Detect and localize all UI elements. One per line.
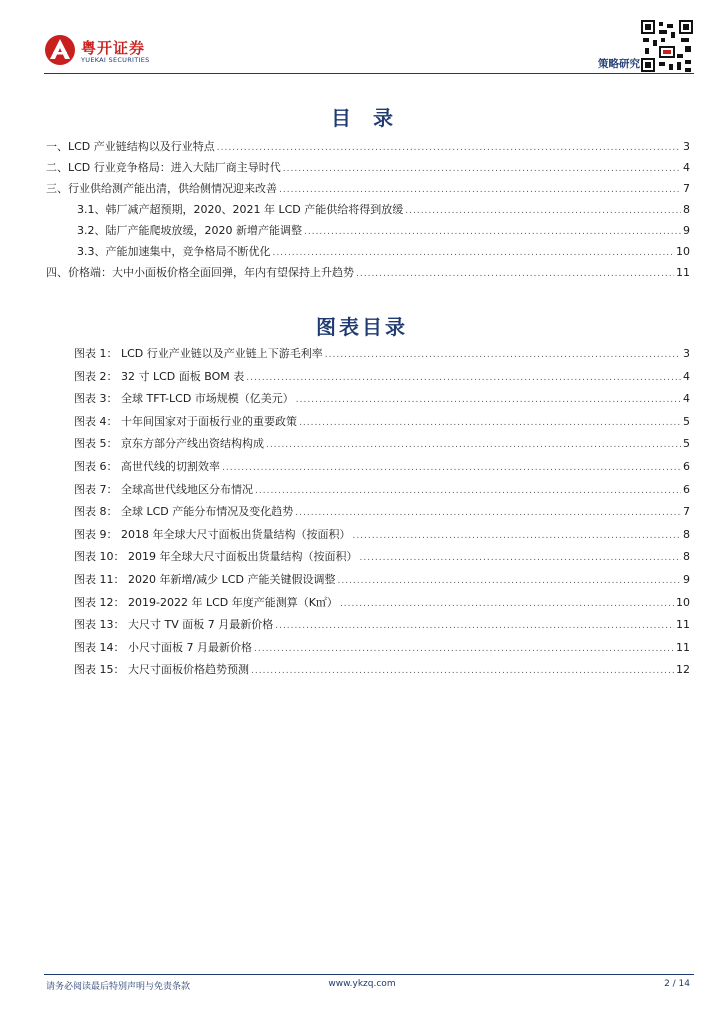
figure-item-label: 图表 14： 小尺寸面板 7 月最新价格	[74, 640, 252, 654]
footer-disclaimer-link[interactable]: 请务必阅读最后特别声明与免责条款	[46, 982, 191, 992]
figure-item[interactable]	[46, 616, 690, 639]
toc-item-label: 3.1、韩厂减产超预期，2020、2021 年 LCD 产能供给将得到放缓	[77, 203, 404, 216]
figure-item-page: 6	[683, 459, 690, 473]
figure-item[interactable]	[46, 661, 690, 684]
figure-item-page: 6	[683, 482, 690, 496]
toc-item-label: 三、行业供给测产能出清，供给侧情况迎来改善	[46, 182, 277, 195]
page-number: 2 / 14	[664, 979, 690, 989]
figure-item[interactable]	[46, 368, 690, 391]
page-header	[0, 0, 724, 80]
figure-item-label: 图表 7： 全球高世代线地区分布情况	[74, 482, 253, 496]
figure-item[interactable]	[46, 548, 690, 571]
leader-dots	[337, 576, 681, 586]
figure-item[interactable]	[46, 345, 690, 368]
footer-divider	[44, 974, 694, 975]
figure-item[interactable]	[46, 458, 690, 481]
toc-item-label: 3.3、产能加速集中，竞争格局不断优化	[77, 245, 271, 258]
report-category: 策略研究	[598, 58, 640, 70]
figure-item-page: 3	[683, 347, 690, 360]
logo-emblem-icon	[44, 34, 76, 66]
figure-item-label: 图表 10： 2019 年全球大尺寸面板出货量结构（按面积）	[74, 550, 358, 564]
figure-item-label: 图表 13： 大尺寸 TV 面板 7 月最新价格	[74, 618, 274, 632]
leader-dots	[359, 553, 681, 563]
figure-item[interactable]	[46, 571, 690, 594]
figure-item-label: 图表 2： 32 寸 LCD 面板 BOM 表	[74, 369, 245, 383]
leader-dots	[304, 227, 681, 237]
toc-subitem[interactable]	[46, 222, 690, 243]
figure-item-label: 图表 9： 2018 年全球大尺寸面板出货量结构（按面积）	[74, 527, 351, 541]
figure-item[interactable]	[46, 526, 690, 549]
figure-item-label: 图表 12： 2019-2022 年 LCD 年度产能测算（K㎡）	[74, 595, 338, 609]
leader-dots	[340, 599, 674, 609]
toc-item-page: 7	[683, 182, 690, 195]
figure-item[interactable]	[46, 639, 690, 662]
figure-list-title: 图表目录	[316, 315, 408, 339]
leader-dots	[295, 508, 681, 518]
leader-dots	[222, 463, 681, 473]
toc-subitem[interactable]	[46, 201, 690, 222]
figure-item-page: 4	[683, 369, 690, 383]
leader-dots	[296, 395, 681, 405]
figure-item-page: 11	[676, 618, 690, 632]
figure-item-label: 图表 1： LCD 行业产业链以及产业链上下游毛利率	[74, 347, 323, 360]
toc-subitem[interactable]	[46, 243, 690, 264]
figure-item-page: 9	[683, 572, 690, 586]
figure-list	[46, 345, 690, 684]
figure-item-label: 图表 5： 京东方部分产线出资结构构成	[74, 437, 264, 451]
toc-item[interactable]	[46, 180, 690, 201]
leader-dots	[275, 621, 674, 631]
figure-item-page: 12	[676, 663, 690, 677]
brand-name-en: YUEKAI SECURITIES	[81, 56, 150, 64]
figure-item-label: 图表 11： 2020 年新增/减少 LCD 产能关键假设调整	[74, 572, 336, 586]
toc-item-page: 10	[676, 245, 690, 258]
toc-item-page: 4	[683, 161, 690, 174]
brand-name-cn: 粤开证券	[81, 39, 146, 57]
toc-item[interactable]	[46, 264, 690, 285]
toc-item-page: 9	[683, 224, 690, 237]
figure-item-page: 8	[683, 527, 690, 541]
figure-item-page: 4	[683, 392, 690, 406]
company-logo	[44, 34, 174, 70]
figure-item-label: 图表 4： 十年间国家对于面板行业的重要政策	[74, 414, 297, 428]
toc-item-label: 四、价格端：大中小面板价格全面回弹，年内有望保持上升趋势	[46, 266, 354, 279]
leader-dots	[405, 206, 681, 216]
leader-dots	[266, 440, 681, 450]
toc-item[interactable]	[46, 159, 690, 180]
figure-item[interactable]	[46, 413, 690, 436]
toc-item-page: 8	[683, 203, 690, 216]
figure-item-label: 图表 15： 大尺寸面板价格趋势预测	[74, 663, 249, 677]
toc-item-page: 11	[676, 266, 690, 279]
figure-item-page: 10	[676, 595, 690, 609]
figure-item-label: 图表 8： 全球 LCD 产能分布情况及变化趋势	[74, 505, 294, 519]
figure-item-label: 图表 6： 高世代线的切割效率	[74, 459, 220, 473]
figure-item-page: 11	[676, 640, 690, 654]
leader-dots	[254, 644, 674, 654]
leader-dots	[273, 248, 675, 258]
leader-dots	[217, 143, 681, 153]
toc-title: 目录	[331, 106, 415, 130]
header-divider	[44, 73, 694, 74]
toc-item-label: 一、LCD 产业链结构以及行业特点	[46, 140, 215, 153]
toc-item-page: 3	[683, 140, 690, 153]
leader-dots	[279, 185, 681, 195]
toc-item-label: 3.2、陆厂产能爬坡放缓，2020 新增产能调整	[77, 224, 302, 237]
leader-dots	[352, 531, 681, 541]
leader-dots	[251, 666, 674, 676]
figure-item[interactable]	[46, 594, 690, 617]
footer-website-link[interactable]: www.ykzq.com	[328, 979, 396, 989]
figure-item[interactable]	[46, 503, 690, 526]
figure-item-label: 图表 3： 全球 TFT-LCD 市场规模（亿美元）	[74, 392, 294, 406]
leader-dots	[325, 350, 681, 360]
leader-dots	[356, 269, 674, 279]
qr-code-icon	[641, 20, 693, 72]
toc-item[interactable]	[46, 138, 690, 159]
toc-list	[46, 138, 690, 285]
leader-dots	[246, 373, 681, 383]
leader-dots	[283, 164, 681, 174]
figure-item[interactable]	[46, 435, 690, 458]
figure-item-page: 5	[683, 414, 690, 428]
figure-item-page: 8	[683, 550, 690, 564]
toc-item-label: 二、LCD 行业竞争格局：进入大陆厂商主导时代	[46, 161, 281, 174]
figure-item[interactable]	[46, 390, 690, 413]
figure-item[interactable]	[46, 481, 690, 504]
leader-dots	[299, 418, 681, 428]
leader-dots	[255, 486, 681, 496]
figure-item-page: 7	[683, 505, 690, 519]
figure-item-page: 5	[683, 437, 690, 451]
